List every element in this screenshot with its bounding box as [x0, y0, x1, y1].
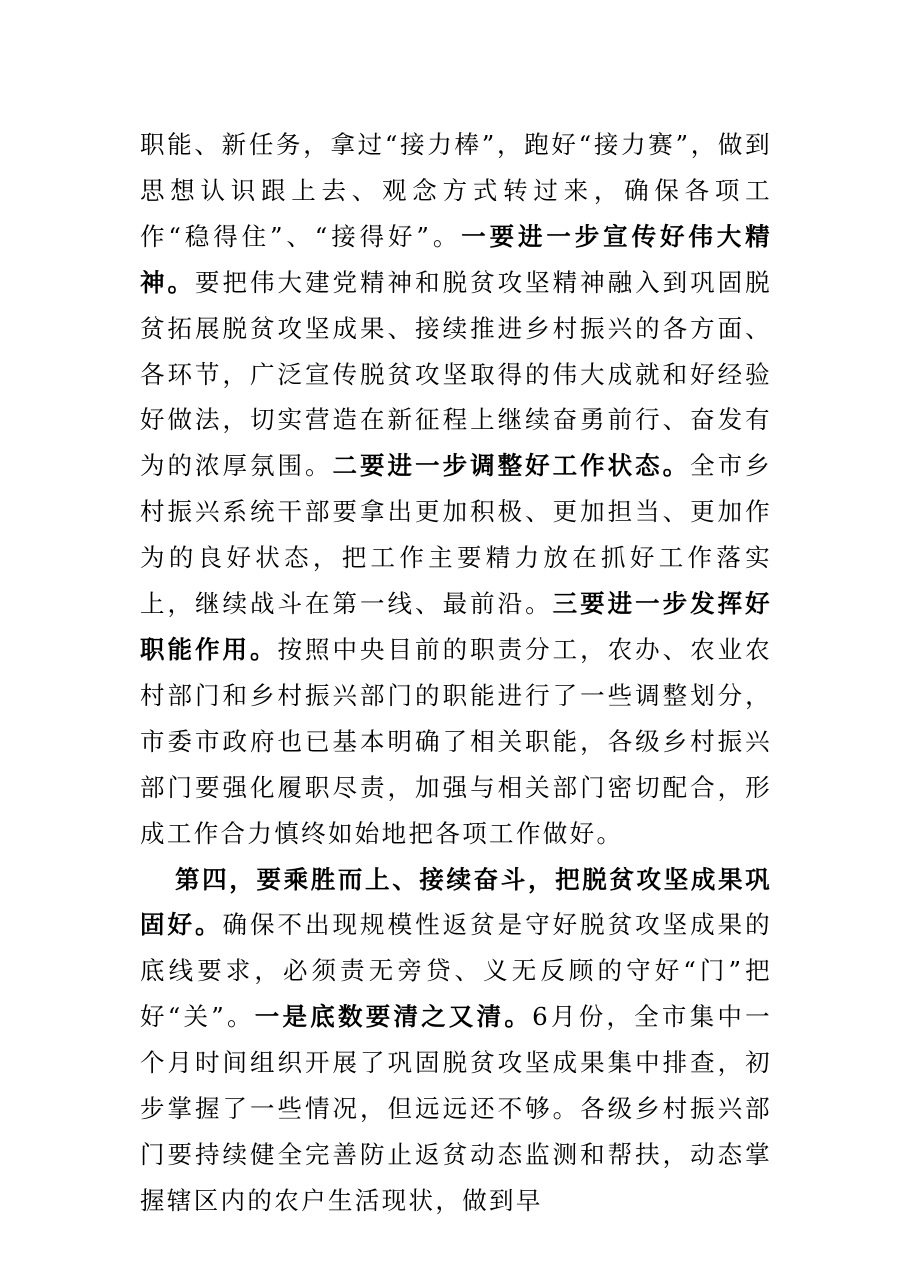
paragraph-1-text-3: 全市乡村振兴系统干部要拿出更加积极、更加担当、更加作为的良好状态，把工作主要精力放在抓好工作落实上，继续战斗在第一线、最前沿。 — [140, 451, 772, 619]
paragraph-2-emphasis-1: 一是底数要清之又清。 — [254, 1002, 533, 1032]
paragraph-1-emphasis-2: 二要进一步调整好工作状态。 — [332, 451, 691, 481]
document-body — [140, 122, 772, 1224]
paragraph-1-text-1: 职能、新任务，拿过“接力棒”，跑好“接力赛”，做到思想认识跟上去、观念方式转过来，确保各项工作“稳得住”、“接得好”。 — [140, 130, 772, 251]
section-heading-4: 第四，要乘胜而上、接续奋斗，把脱贫攻坚成果巩固好。 — [140, 864, 772, 940]
paragraph-2-text-2: 6月份，全市集中一个月时间组织开展了巩固脱贫攻坚成果集中排查，初步掌握了一些情况，但远远还不够。各级乡村振兴部门要持续健全完善防止返贫动态监测和帮扶，动态掌握辖区内的农户生活现状，做到早 — [140, 1002, 772, 1215]
paragraph-2 — [140, 857, 772, 1224]
paragraph-1-emphasis-3: 三要进一步发挥好职能作用。 — [140, 589, 772, 664]
paragraph-2-text-1: 确保不出现规模性返贫是守好脱贫攻坚成果的底线要求，必须责无旁贷、义无反顾的守好“门”把好“关”。 — [140, 910, 772, 1032]
paragraph-1-text-2: 要把伟大建党精神和脱贫攻坚精神融入到巩固脱贫拓展脱贫攻坚成果、接续推进乡村振兴的各方面、各环节，广泛宣传脱贫攻坚取得的伟大成就和好经验好做法，切实营造在新征程上继续奋勇前行、奋发有为的浓厚氛围。 — [140, 267, 772, 481]
paragraph-1 — [140, 122, 772, 857]
paragraph-1-emphasis-1: 一要进一步宣传好伟大精神。 — [140, 221, 772, 297]
paragraph-1-text-4: 按照中央目前的职责分工，农办、农业农村部门和乡村振兴部门的职能进行了一些调整划分，市委市政府也已基本明确了相关职能，各级乡村振兴部门要强化履职尽责，加强与相关部门密切配合，形成工作合力慎终如始地把各项工作做好。 — [140, 634, 772, 848]
